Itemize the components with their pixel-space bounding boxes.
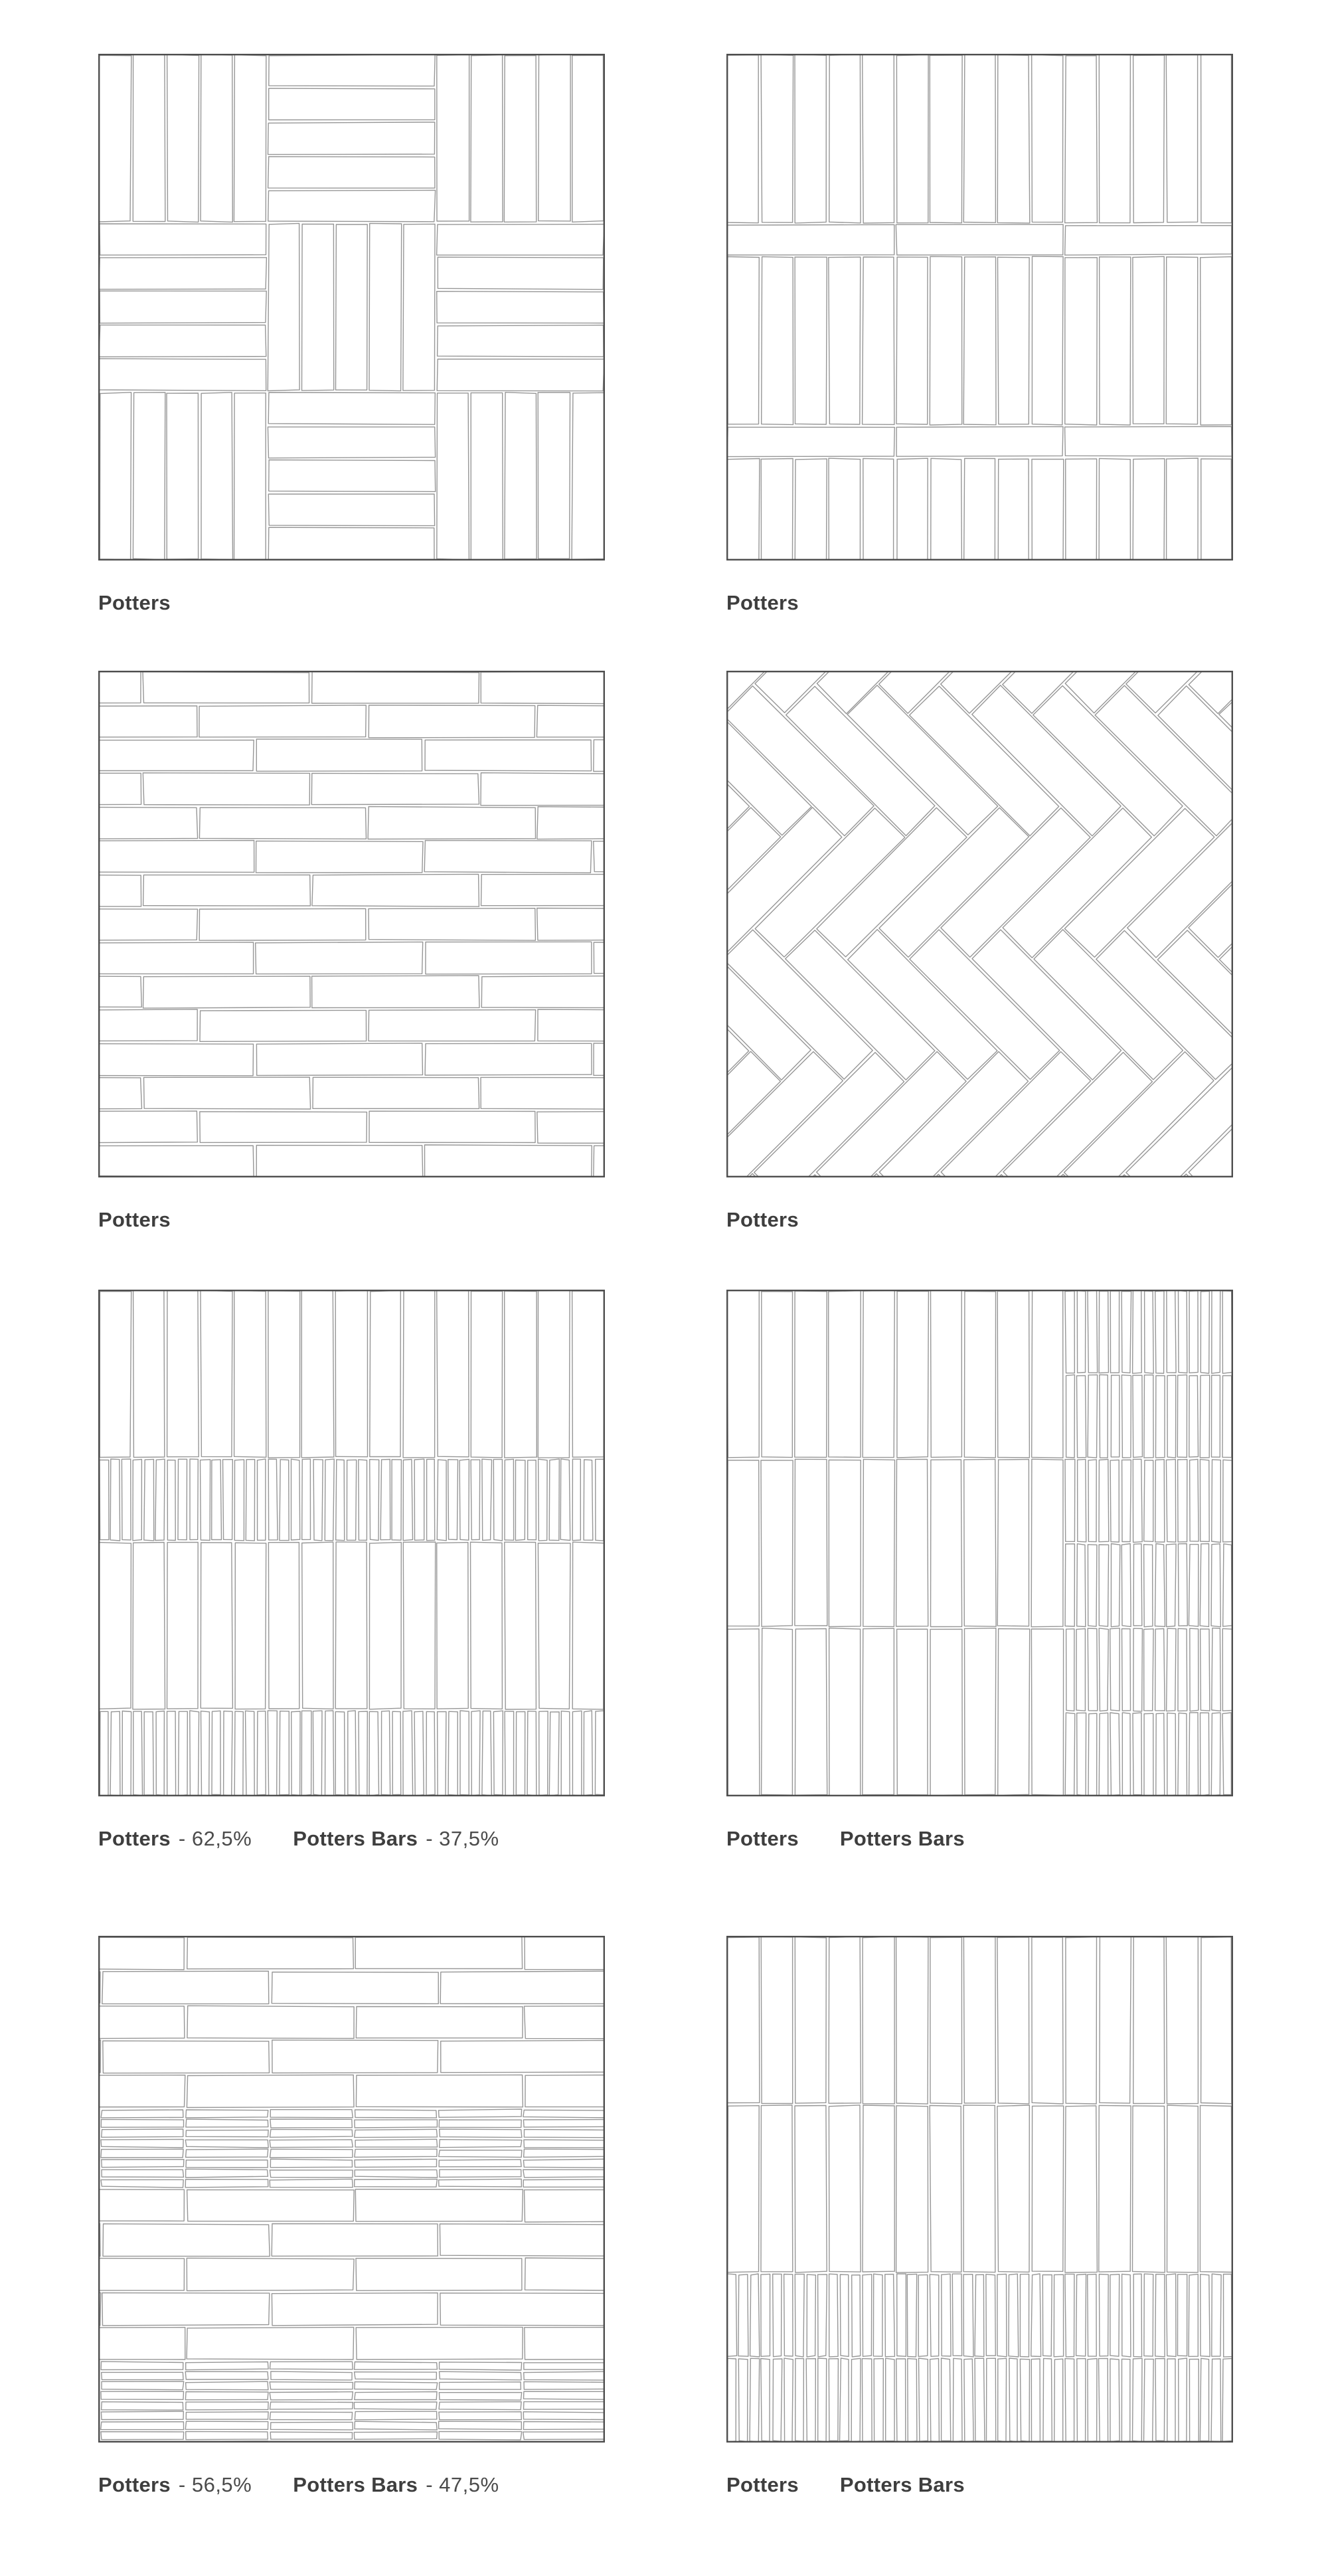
pattern-card-herringbone: [726, 671, 1233, 1232]
caption-pair: [293, 2473, 499, 2497]
pattern-caption: [726, 591, 1233, 615]
pattern-caption: [98, 1208, 605, 1232]
tile-percentage: - 37,5%: [426, 1827, 499, 1850]
caption-pair: [98, 591, 171, 615]
tile-name: Potters Bars: [293, 2473, 418, 2496]
caption-pair: [840, 2473, 965, 2497]
pattern-caption: [726, 1208, 1233, 1232]
tile-name: Potters: [726, 1827, 799, 1850]
pattern-caption: [98, 2473, 605, 2497]
pattern-caption: [98, 1827, 605, 1851]
pattern-card-banded-horizontal: [98, 1936, 605, 2497]
tile-name: Potters Bars: [839, 2473, 965, 2496]
pattern-caption: [98, 591, 605, 615]
tile-name: Potters: [726, 1208, 799, 1231]
pattern-card-banded-vertical: [98, 1290, 605, 1851]
caption-pair: [726, 2473, 799, 2497]
pattern-caption: [726, 1827, 1233, 1851]
pattern-swatch-herringbone: [726, 671, 1233, 1177]
pattern-swatch-vertical-bar-base: [726, 1936, 1233, 2443]
caption-pair: [98, 2473, 252, 2497]
tile-name: Potters: [726, 591, 799, 614]
tile-percentage: - 62,5%: [178, 1827, 252, 1850]
tile-name: Potters: [98, 2473, 171, 2496]
pattern-swatch-stack-course: [726, 54, 1233, 560]
pattern-card-split-vertical: [726, 1290, 1233, 1851]
pattern-swatch-banded-vertical: [98, 1290, 605, 1796]
tile-name: Potters: [98, 1208, 171, 1231]
caption-pair: [726, 1827, 799, 1851]
tile-percentage: - 56,5%: [178, 2473, 252, 2496]
tile-name: Potters Bars: [293, 1827, 418, 1850]
caption-pair: [726, 1208, 799, 1232]
pattern-card-running-bond: [98, 671, 605, 1232]
caption-pair: [98, 1827, 252, 1851]
pattern-swatch-split-vertical: [726, 1290, 1233, 1796]
tile-percentage: - 47,5%: [426, 2473, 499, 2496]
caption-pair: [293, 1827, 499, 1851]
tile-name: Potters: [98, 1827, 171, 1850]
tile-name: Potters: [98, 591, 171, 614]
pattern-caption: [726, 2473, 1233, 2497]
caption-pair: [840, 1827, 965, 1851]
pattern-card-stack-course: [726, 54, 1233, 615]
pattern-swatch-basketweave: [98, 54, 605, 560]
tile-name: Potters Bars: [839, 1827, 965, 1850]
pattern-card-vertical-bar-base: [726, 1936, 1233, 2497]
pattern-swatch-running-bond: [98, 671, 605, 1177]
caption-pair: [98, 1208, 171, 1232]
pattern-swatch-banded-horizontal: [98, 1936, 605, 2443]
tile-name: Potters: [726, 2473, 799, 2496]
pattern-card-basketweave: [98, 54, 605, 615]
caption-pair: [726, 591, 799, 615]
